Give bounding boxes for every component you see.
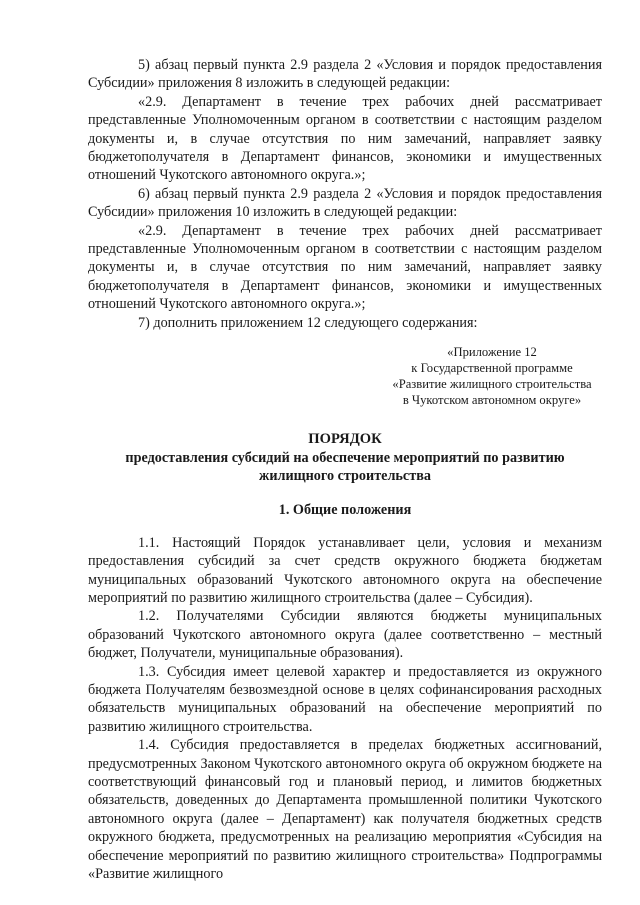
- clause-1-3: 1.3. Субсидия имеет целевой характер и предоставляется из окружного бюджета Получателям безвозмездной основе в целях софинансирования расходных обязательств муниципальных образований на обеспечение мероприятий по развитию жилищного строительства.: [88, 663, 602, 735]
- amendment-item-5: 5) абзац первый пункта 2.9 раздела 2 «Условия и порядок предоставления Субсидии» приложения 8 изложить в следующей редакции:: [88, 57, 602, 92]
- appendix-header-line: в Чукотском автономном округе»: [402, 393, 582, 408]
- appendix-header: [382, 344, 602, 408]
- clause-1-1: 1.1. Настоящий Порядок устанавливает цели, условия и механизм предоставления субсидий за счет средств окружного бюджета бюджетам муниципальных образований Чукотского автономного округа на обеспечение мероприятий по развитию жилищного строительства (далее – Субсидия).: [88, 534, 602, 606]
- section-heading: 1. Общие положения: [278, 502, 412, 519]
- appendix-header-line: «Развитие жилищного строительства: [392, 377, 592, 392]
- amendment-item-7: 7) дополнить приложением 12 следующего содержания:: [138, 314, 478, 331]
- appendix-header-line: «Приложение 12: [447, 345, 537, 360]
- document-subtitle: предоставления субсидий на обеспечение мероприятий по развитию жилищного строительства: [125, 449, 565, 484]
- document-page: [88, 56, 602, 883]
- amendment-item-5-text: «2.9. Департамент в течение трех рабочих дней рассматривает представленные Уполномоченным органом в соответствии с настоящим разделом документы и, в случае отсутствия по ним замечаний, направляет заявку бюджетополучателя в Департамент финансов, экономики и имущественных отношений Чукотского автономного округа.»;: [88, 93, 602, 184]
- document-title: ПОРЯДОК: [308, 431, 382, 448]
- clause-1-2: 1.2. Получателями Субсидии являются бюджеты муниципальных образований Чукотского автономного округа (далее соответственно – местный бюджет, Получатели, муниципальные образования).: [88, 608, 602, 662]
- amendment-item-6: 6) абзац первый пункта 2.9 раздела 2 «Условия и порядок предоставления Субсидии» приложения 10 изложить в следующей редакции:: [88, 185, 602, 221]
- amendment-item-6-text: «2.9. Департамент в течение трех рабочих дней рассматривает представленные Уполномоченным органом в соответствии с настоящим разделом документы и, в случае отсутствия по ним замечаний, направляет заявку бюджетополучателя в Департамент финансов, экономики и имущественных отношений Чукотского автономного округа.»;: [88, 222, 602, 313]
- clause-1-4: 1.4. Субсидия предоставляется в пределах бюджетных ассигнований, предусмотренных Законом Чукотского автономного округа об окружном бюджете на соответствующий финансовый год и плановый период, и лимитов бюджетных обязательств, доведенных до Департамента промышленной политики Чукотского автономного округа (далее – Департамент) как получателя бюджетных средств окружного бюджета, предусмотренных на реализацию мероприятия «Субсидия на обеспечение мероприятий по развитию жилищного строительства» Подпрограммы «Развитие жилищного: [88, 737, 602, 883]
- appendix-header-line: к Государственной программе: [411, 361, 573, 376]
